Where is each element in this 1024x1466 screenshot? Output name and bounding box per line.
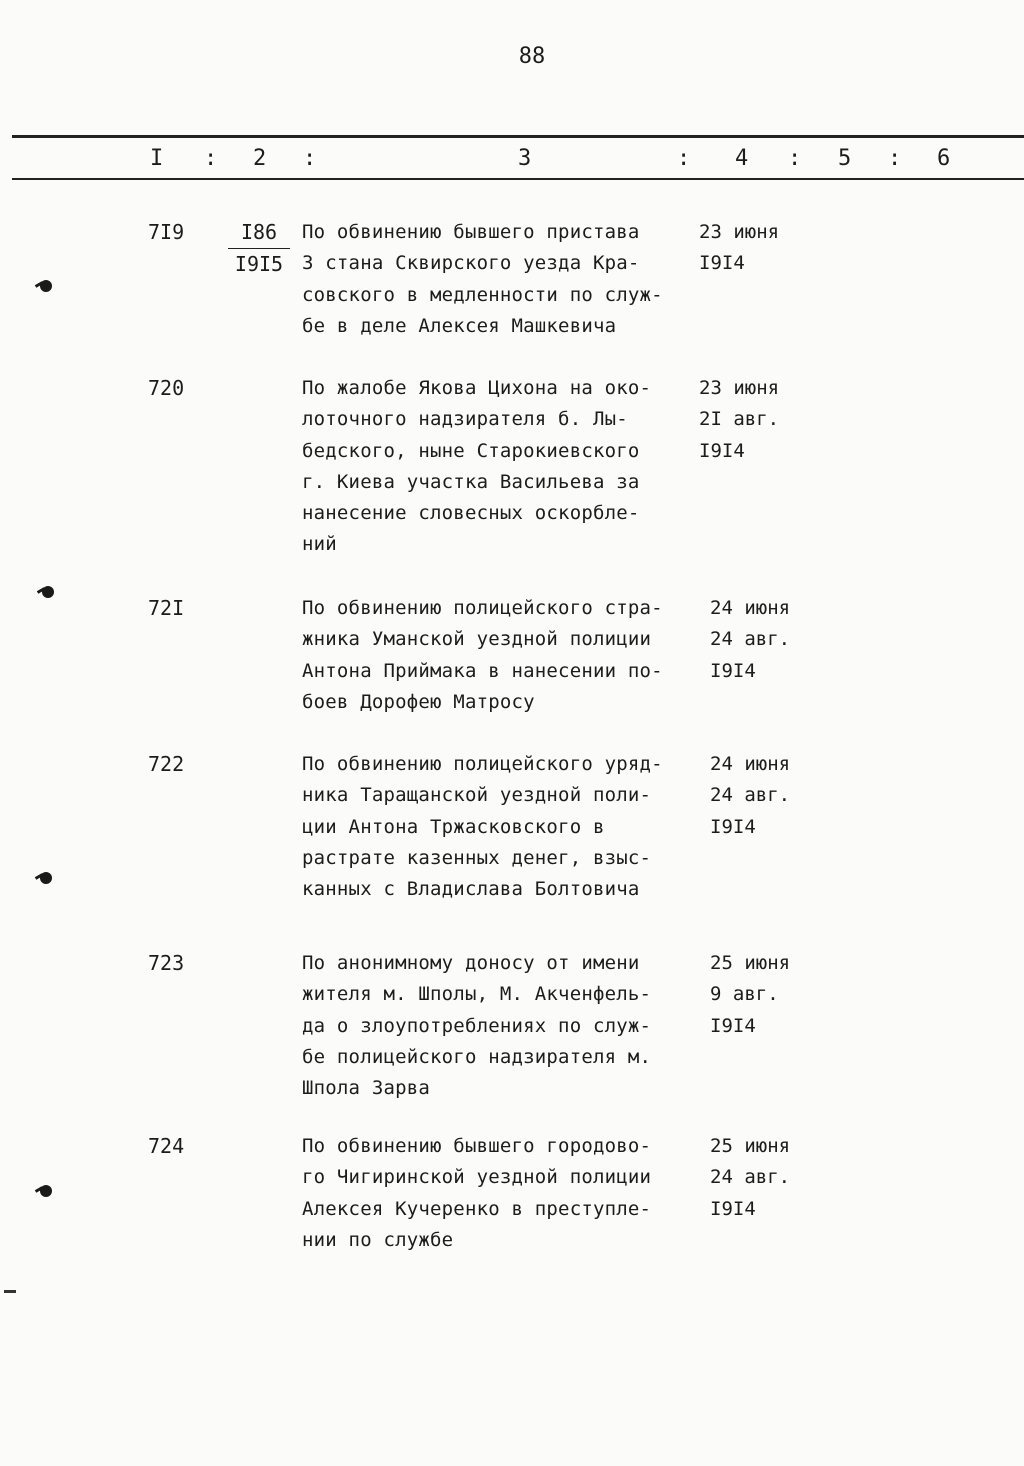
punch-hole-mark — [40, 1185, 52, 1197]
column-separator: : — [677, 146, 691, 171]
entry-dates — [710, 749, 840, 843]
entry-number: 723 — [148, 951, 185, 975]
case-reference — [228, 217, 290, 280]
date-end: 24 авг. — [710, 628, 791, 651]
column-separator: : — [204, 146, 218, 171]
edge-mark — [4, 1290, 16, 1293]
entry-description: По обвинению бывшего городово- го Чигиринской уездной полиции Алексея Кучеренко в преступле- нии по службе — [302, 1135, 652, 1251]
punch-hole-mark — [42, 586, 54, 598]
entry-number: 724 — [148, 1134, 185, 1158]
entry-dates — [699, 373, 829, 467]
column-6-heading: 6 — [937, 146, 951, 171]
date-end: 24 авг. — [710, 1166, 791, 1189]
date-start: 25 июня — [710, 1135, 791, 1157]
column-4-heading: 4 — [735, 146, 749, 171]
date-year: I9I4 — [710, 1014, 756, 1037]
entry-dates — [710, 948, 840, 1042]
date-start: 24 июня — [710, 753, 791, 775]
entry-dates — [710, 593, 840, 687]
date-end: 9 авг. — [710, 983, 779, 1006]
column-separator: : — [788, 146, 802, 171]
date-year: I9I4 — [710, 1197, 756, 1220]
date-year: I9I4 — [710, 659, 756, 682]
entry-dates — [699, 217, 829, 280]
date-start: 23 июня — [699, 377, 780, 399]
date-end: 2I авг. — [699, 408, 780, 431]
column-2-heading: 2 — [253, 146, 267, 171]
punch-hole-mark — [40, 280, 52, 292]
entry-number: 720 — [148, 376, 185, 400]
page-number: 88 — [518, 44, 546, 69]
date-end: 24 авг. — [710, 784, 791, 807]
case-number: I86 — [228, 217, 290, 249]
entry-description: По анонимному доносу от имени жителя м. Шполы, М. Акченфель- да о злоупотреблениях по служ- бе полицейского надзирателя м. Шпола Зарва — [302, 952, 652, 1100]
column-3-heading: 3 — [518, 146, 532, 171]
case-year: I9I5 — [234, 252, 284, 276]
entry-description: По жалобе Якова Цихона на око- лоточного надзирателя б. Лы- бедского, ныне Старокиевского г. Киева участка Васильева за нанесение словесных оскорбле- ний — [302, 377, 652, 556]
column-1-heading: I — [150, 146, 164, 171]
entry-description: По обвинению бывшего пристава 3 стана Сквирского уезда Кра- совского в медленности по служ- бе в деле Алексея Машкевича — [302, 221, 663, 337]
header-rule-bottom — [12, 178, 1024, 180]
date-year: I9I4 — [699, 439, 745, 462]
column-5-heading: 5 — [838, 146, 852, 171]
entry-number: 722 — [148, 752, 185, 776]
date-start: 25 июня — [710, 952, 791, 974]
column-separator: : — [888, 146, 902, 171]
date-year: I9I4 — [710, 815, 756, 838]
date-start: 24 июня — [710, 597, 791, 619]
entry-description: По обвинению полицейского уряд- ника Таращанской уездной поли- ции Антона Тржасковского в растрате казенных денег, взыс- канных с Владислава Болтовича — [302, 753, 663, 901]
entry-dates — [710, 1131, 840, 1225]
entry-number: 72I — [148, 596, 185, 620]
date-year: I9I4 — [699, 252, 745, 275]
entry-description: По обвинению полицейского стра- жника Уманской уездной полиции Антона Приймака в нанесении по- боев Дорофею Матросу — [302, 597, 663, 713]
punch-hole-mark — [40, 872, 52, 884]
entry-number: 7I9 — [148, 220, 185, 244]
column-separator: : — [303, 146, 317, 171]
header-rule-top — [12, 135, 1024, 138]
date-start: 23 июня — [699, 221, 780, 243]
